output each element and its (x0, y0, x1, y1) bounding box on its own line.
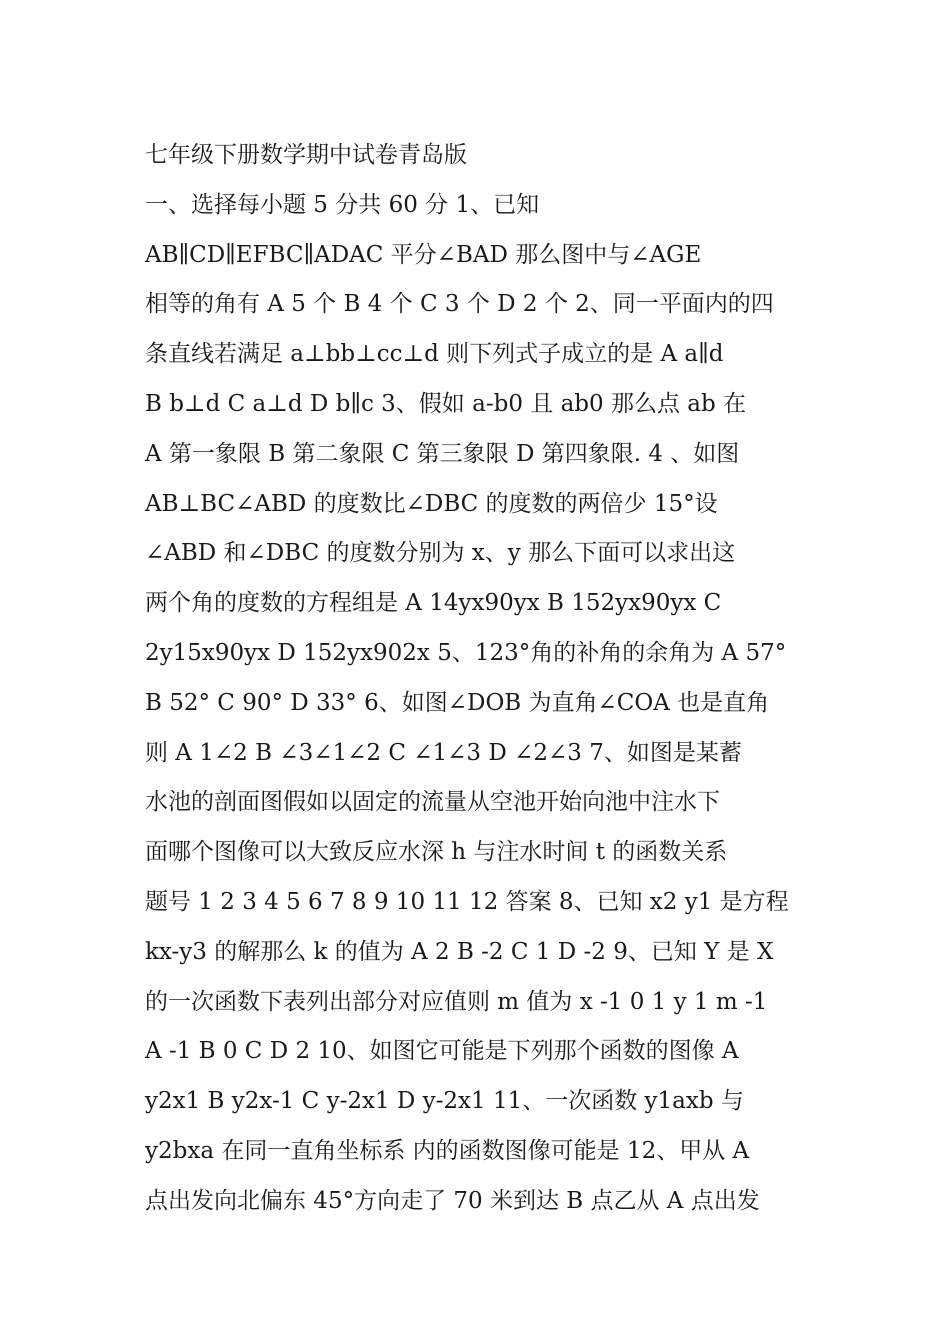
text-line: y2bxa 在同一直角坐标系 内的函数图像可能是 12、甲从 A (145, 1137, 750, 1164)
text-line: ∠ABD 和∠DBC 的度数分别为 x、y 那么下面可以求出这 (145, 540, 736, 567)
text-line: B 52° C 90° D 33° 6、如图∠DOB 为直角∠COA 也是直角 (145, 689, 770, 716)
document-title: 七年级下册数学期中试卷青岛版 (145, 142, 467, 168)
text-line: kx-y3 的解那么 k 的值为 A 2 B -2 C 1 D -2 9、已知 Y 是 X (145, 938, 774, 965)
text-line: 两个角的度数的方程组是 A 14yx90yx B 152yx90yx C (145, 590, 722, 617)
text-line: 相等的角有 A 5 个 B 4 个 C 3 个 D 2 个 2、同一平面内的四 (145, 291, 774, 318)
text-line: 条直线若满足 a⊥bb⊥cc⊥d 则下列式子成立的是 A a∥d (145, 341, 724, 368)
text-line: 题号 1 2 3 4 5 6 7 8 9 10 11 12 答案 8、已知 x2 y1 是方程 (145, 888, 789, 915)
text-line: B b⊥d C a⊥d D b∥c 3、假如 a-b0 且 ab0 那么点 ab 在 (145, 390, 747, 417)
text-line: AB⊥BC∠ABD 的度数比∠DBC 的度数的两倍少 15°设 (145, 490, 718, 517)
text-line: 面哪个图像可以大致反应水深 h 与注水时间 t 的函数关系 (145, 839, 728, 866)
text-line: AB∥CD∥EFBC∥ADAC 平分∠BAD 那么图中与∠AGE (145, 241, 702, 268)
text-line: 点出发向北偏东 45°方向走了 70 米到达 B 点乙从 A 点出发 (145, 1187, 760, 1214)
text-line: A -1 B 0 C D 2 10、如图它可能是下列那个函数的图像 A (145, 1038, 739, 1065)
text-line: 则 A 1∠2 B ∠3∠1∠2 C ∠1∠3 D ∠2∠3 7、如图是某蓄 (145, 739, 742, 766)
text-line: A 第一象限 B 第二象限 C 第三象限 D 第四象限. 4 、如图 (145, 440, 740, 467)
text-line: y2x1 B y2x-1 C y-2x1 D y-2x1 11、一次函数 y1axb 与 (145, 1088, 744, 1115)
text-line: 2y15x90yx D 152yx902x 5、123°角的补角的余角为 A 57° (145, 639, 787, 666)
text-line: 一、选择每小题 5 分共 60 分 1、已知 (145, 191, 540, 218)
text-line: 的一次函数下表列出部分对应值则 m 值为 x -1 0 1 y 1 m -1 (145, 988, 768, 1015)
document-body (145, 131, 815, 1227)
text-line: 水池的剖面图假如以固定的流量从空池开始向池中注水下 (145, 789, 720, 816)
